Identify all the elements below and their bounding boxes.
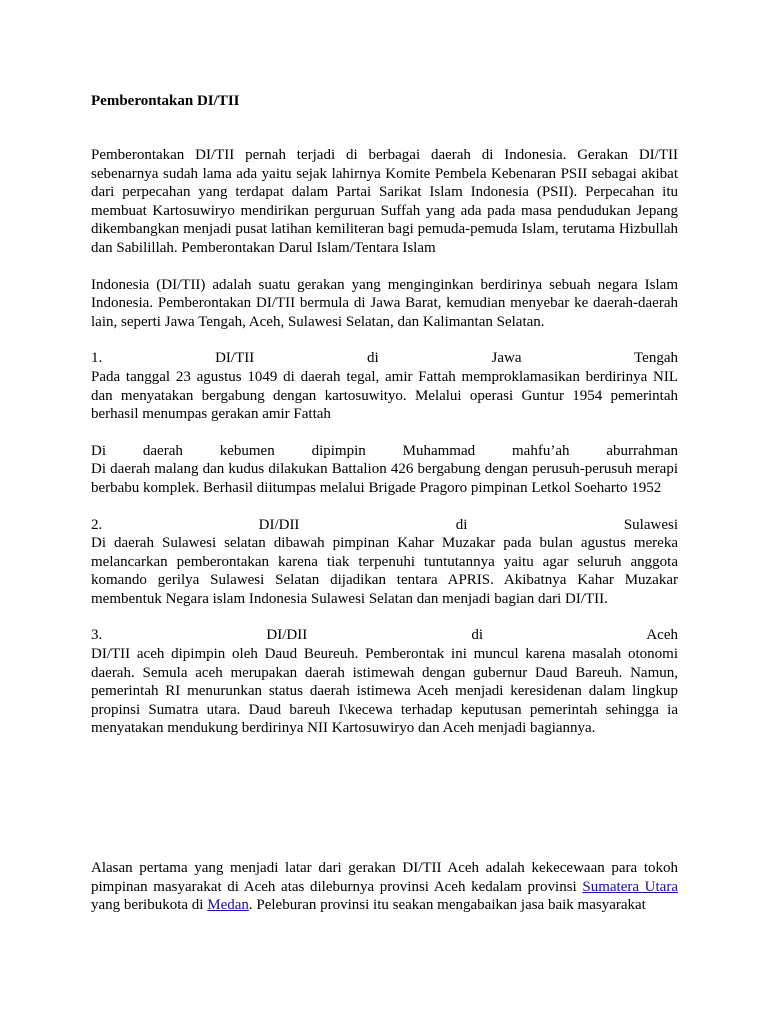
section-1-kebumen-line: Di daerah kebumen dipimpin Muhammad mahfu’ah aburrahman [91,442,678,459]
link-medan[interactable]: Medan [207,897,249,914]
intro-paragraph-2: Indonesia (DI/TII) adalah suatu gerakan yang menginginkan berdirinya sebuah negara Islam Indonesia. Pemberontakan DI/TII bermula di Jawa Barat, kemudian menyebar ke daerah-daerah lain, seperti Jawa Tengah, Aceh, Sulawesi Selatan, dan Kalimantan Selatan. [91,276,678,330]
section-1-text-2: Di daerah malang dan kudus dilakukan Battalion 426 bergabung dengan perusuh-perusuh merapi berbabu komplek. Berhasil diitumpas melalui Brigade Pragoro pimpinan Letkol Soeharto 1952 [91,461,678,496]
section-3-text: DI/TII aceh dipimpin oleh Daud Beureuh. Pemberontak ini muncul karena masalah otonomi daerah. Semula aceh merupakan daerah istimewah dengan gubernur Daud Bareuh. Namun, pemerintah RI menurunkan status daerah istimewa Aceh menjadi keresidenan dalam lingkup propinsi Sumatra utara. Daud bareuh I\kecewa terhadap keputusan pemerintah sehingga ia menyatakan mendukung berdirinya NII Kartosuwiryo dan Aceh menjadi bagiannya. [91,646,678,737]
document-body [91,91,678,915]
closing-text-1: Alasan pertama yang menjadi latar dari gerakan DI/TII Aceh adalah kekecewaan para tokoh pimpinan masyarakat di Aceh atas dileburnya provinsi Aceh kedalam provinsi [91,860,678,895]
document-title: Pemberontakan DI/TII [91,93,240,109]
closing-text-3: . Peleburan provinsi itu seakan mengabaikan jasa baik masyarakat [248,897,646,914]
section-2-text: Di daerah Sulawesi selatan dibawah pimpinan Kahar Muzakar pada bulan agustus mereka melancarkan pemberontakan karena tiak terpenuhi tuntutannya yaitu agar seluruh anggota komando gerilya Sulawesi Selatan dijadikan tentara APRIS. Akibatnya Kahar Muzakar membentuk Negara islam Indonesia Sulawesi Selatan dan menjadi bagian dari DI/TII. [91,535,678,607]
section-3-heading: 3. DI/DII di Aceh [91,627,678,644]
section-2-heading: 2. DI/DII di Sulawesi [91,516,678,533]
intro-paragraph: Pemberontakan DI/TII pernah terjadi di berbagai daerah di Indonesia. Gerakan DI/TII sebenarnya sudah lama ada yaitu sejak lahirnya Komite Pembela Kebenaran PSII sebagai akibat dari perpecahan yang terdapat dalam Partai Sarikat Islam Indonesia (PSII). Perpecahan itu membuat Kartosuwiryo mendirikan perguruan Suffah yang ada pada masa pendudukan Jepang dikembangkan menjadi pusat latihan kemiliteran bagi pemuda-pemuda Islam, terutama Hizbullah dan Sabilillah. Pemberontakan Darul Islam/Tentara Islam [91,147,678,256]
section-1-heading: 1. DI/TII di Jawa Tengah [91,350,678,367]
link-sumatera-utara[interactable]: Sumatera Utara [582,878,678,895]
closing-text-2: yang beribukota di [91,897,208,914]
section-1-text: Pada tanggal 23 agustus 1049 di daerah tegal, amir Fattah memproklamasikan berdirinya NIL dan menyatakan bergabung dengan kartosuwityo. Melalui operasi Guntur 1954 pemerintah berhasil menumpas gerakan amir Fattah [91,368,678,423]
closing-paragraph [91,859,678,915]
